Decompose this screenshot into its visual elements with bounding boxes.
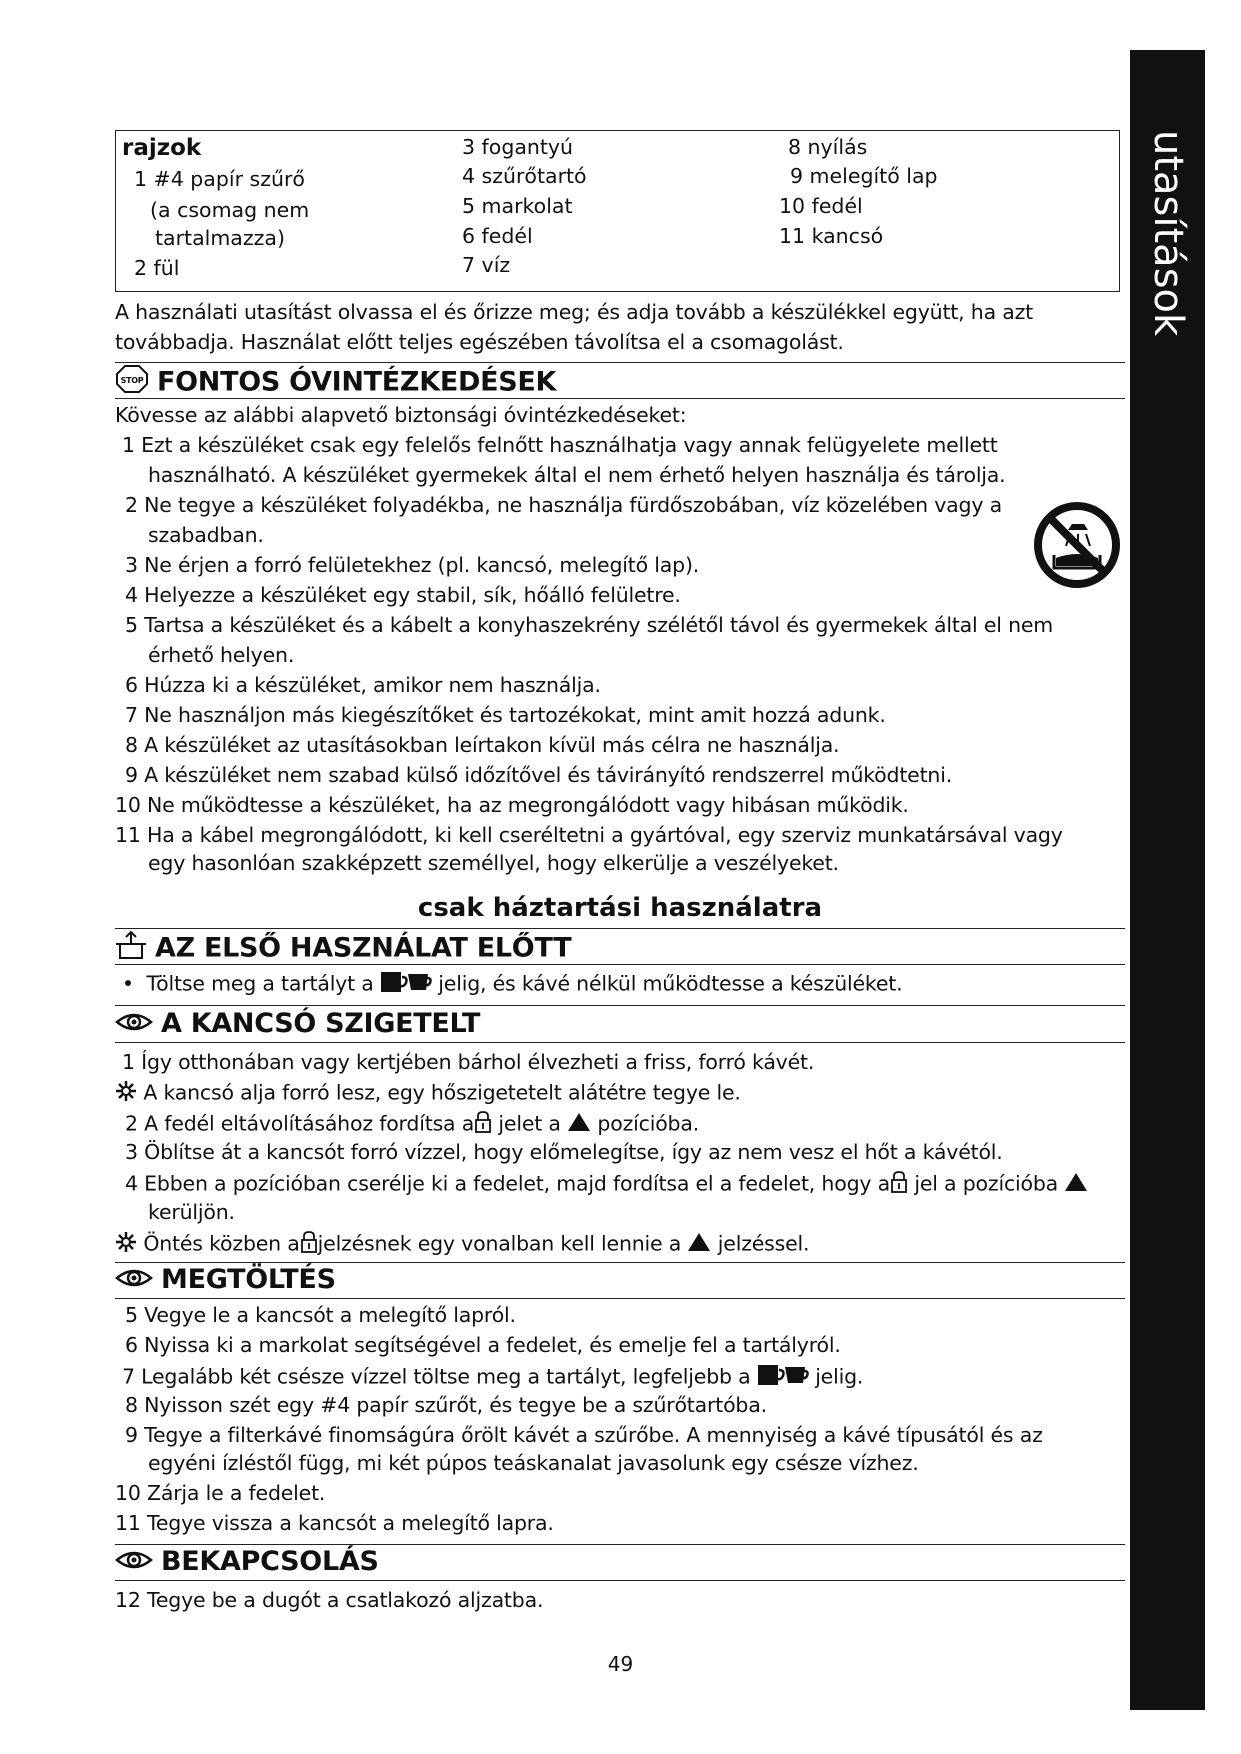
safety-item: 9 A készüléket nem szabad külső időzítővel és távirányító rendszerrel működtetni. (125, 763, 953, 787)
section-rule (115, 1298, 1125, 1299)
safety-item: 8 A készüléket az utasításokban leírtakon kívül más célra ne használja. (125, 733, 840, 757)
section-rule (115, 964, 1125, 965)
drawings-item: (a csomag nem (150, 198, 310, 222)
drawings-item: 8 nyílás (788, 135, 868, 159)
filling-item: 7 Legalább két csésze vízzel töltse meg a tartályt, legfeljebb a jelig. (122, 1363, 863, 1392)
section-rule (115, 1544, 1125, 1545)
filling-item: 6 Nyissa ki a markolat segítségével a fedelet, és emelje fel a tartályról. (125, 1333, 841, 1357)
unlock-icon (300, 1230, 318, 1259)
unpack-box-icon (115, 930, 147, 968)
triangle-marker-icon (687, 1232, 711, 1257)
insulated-item: 3 Öblítse át a kancsót forró vízzel, hogy előmelegítse, így az nem vesz el hőt a kávétól. (125, 1140, 1003, 1164)
eye-icon (115, 1265, 153, 1297)
page-number: 49 (607, 1652, 634, 1676)
insulated-item: Öntés közben a jelzésnek egy vonalban kell lennie a jelzéssel. (115, 1230, 809, 1259)
section-rule (115, 1262, 1125, 1263)
insulated-item: 2 A fedél eltávolításához fordítsa a jelet a pozícióba. (125, 1110, 699, 1139)
insulated-item: kerüljön. (148, 1200, 235, 1224)
triangle-marker-icon (1064, 1172, 1088, 1197)
drawings-item: 10 fedél (779, 194, 863, 218)
filling-item: 5 Vegye le a kancsót a melegítő lapról. (125, 1303, 516, 1327)
safety-item: 2 Ne tegye a készüléket folyadékba, ne használja fürdőszobában, víz közelében vagy a (125, 493, 1002, 517)
drawings-item: 6 fedél (462, 224, 533, 248)
filling-item: 11 Tegye vissza a kancsót a melegítő lapra. (115, 1511, 554, 1535)
household-notice: csak háztartási használatra (417, 893, 823, 923)
safety-lead: Kövesse az alábbi alapvető biztonsági óvintézkedéseket: (115, 403, 687, 427)
intro-line: A használati utasítást olvassa el és őrizze meg; és adja tovább a készülékkel együtt, ha azt (115, 300, 1034, 324)
drawings-item: 3 fogantyú (462, 135, 574, 159)
eye-icon (115, 1009, 153, 1041)
section-rule (115, 398, 1125, 399)
safety-item: érhető helyen. (148, 643, 295, 667)
intro-line: továbbadja. Használat előtt teljes egészében távolítsa el a csomagolást. (115, 330, 844, 354)
svg-text:STOP: STOP (120, 376, 144, 385)
drawings-item: 1 #4 papír szűrő (134, 167, 305, 191)
no-water-icon (1032, 500, 1122, 594)
safety-item: használható. A készüléket gyermekek által el nem érhető helyen használja és tárolja. (148, 463, 1006, 487)
switch-on-item: 12 Tegye be a dugót a csatlakozó aljzatba. (115, 1588, 544, 1612)
triangle-marker-icon (567, 1112, 591, 1137)
first-use-item: • Töltse meg a tartályt a jelig, és kávé nélkül működtesse a készüléket. (122, 970, 902, 999)
safety-item: egy hasonlóan szakképzett személlyel, hogy elkerülje a veszélyeket. (148, 851, 839, 875)
side-tab-label: utasítások (1145, 130, 1191, 337)
insulated-item: 1 Így otthonában vagy kertjében bárhol élvezheti a friss, forró kávét. (122, 1050, 815, 1074)
stop-icon (115, 364, 149, 402)
drawings-item: 2 fül (134, 256, 180, 280)
section-rule (115, 1580, 1125, 1581)
safety-item: szabadban. (148, 523, 264, 547)
first-use-title: AZ ELSŐ HASZNÁLAT ELŐTT (115, 930, 571, 968)
safety-item: 11 Ha a kábel megrongálódott, ki kell cseréltetni a gyártóval, egy szerviz munkatársával vagy (115, 823, 1063, 847)
safety-item: 6 Húzza ki a készüléket, amikor nem használja. (125, 673, 601, 697)
safety-item: 7 Ne használjon más kiegészítőket és tartozékokat, mint amit hozzá adunk. (125, 703, 886, 727)
drawings-item: 5 markolat (462, 194, 573, 218)
section-rule (115, 362, 1125, 363)
insulated-item: A kancsó alja forró lesz, egy hőszigetetelt alátétre tegye le. (115, 1080, 741, 1107)
drawings-item: 11 kancsó (779, 224, 884, 248)
drawings-item: 7 víz (462, 253, 511, 277)
safety-item: 5 Tartsa a készüléket és a kábelt a konyhaszekrény szélétől távol és gyermekek által el nem (125, 613, 1054, 637)
unlock-icon (474, 1110, 492, 1139)
filling-item: egyéni ízléstől függ, mi két púpos teáskanalat javasolunk egy csésze vízhez. (148, 1451, 919, 1475)
unlock-icon (890, 1170, 908, 1199)
drawings-item: 9 melegítő lap (790, 164, 938, 188)
two-cup-icon (757, 1363, 809, 1392)
heat-warning-icon (115, 1080, 137, 1107)
filling-title: MEGTÖLTÉS (115, 1264, 336, 1297)
filling-item: 8 Nyisson szét egy #4 papír szűrőt, és tegye be a szűrőtartóba. (125, 1393, 767, 1417)
safety-item: 4 Helyezze a készüléket egy stabil, sík, hőálló felületre. (125, 583, 681, 607)
insulated-item: 4 Ebben a pozícióban cserélje ki a fedelet, majd fordítsa el a fedelet, hogy a jel a pozícióba (125, 1170, 1088, 1199)
section-rule (115, 928, 1125, 929)
filling-item: 10 Zárja le a fedelet. (115, 1481, 326, 1505)
heat-warning-icon (115, 1231, 137, 1258)
section-rule (115, 1042, 1125, 1043)
drawings-item: tartalmazza) (155, 226, 285, 250)
drawings-item: 4 szűrőtartó (462, 164, 587, 188)
insulated-title: A KANCSÓ SZIGETELT (115, 1008, 480, 1041)
eye-icon (115, 1547, 153, 1579)
two-cup-icon (380, 970, 432, 999)
drawings-title: rajzok (122, 135, 202, 161)
section-rule (115, 1005, 1125, 1006)
safety-item: 1 Ezt a készüléket csak egy felelős felnőtt használhatja vagy annak felügyelete mellett (122, 433, 998, 457)
safety-item: 10 Ne működtesse a készüléket, ha az megrongálódott vagy hibásan működik. (115, 793, 909, 817)
switch-on-title: BEKAPCSOLÁS (115, 1546, 379, 1579)
safety-title: STOP FONTOS ÓVINTÉZKEDÉSEK (115, 364, 556, 402)
filling-item: 9 Tegye a filterkávé finomságúra őrölt kávét a szűrőbe. A mennyiség a kávé típusától és az (125, 1423, 1043, 1447)
safety-item: 3 Ne érjen a forró felületekhez (pl. kancsó, melegítő lap). (125, 553, 700, 577)
